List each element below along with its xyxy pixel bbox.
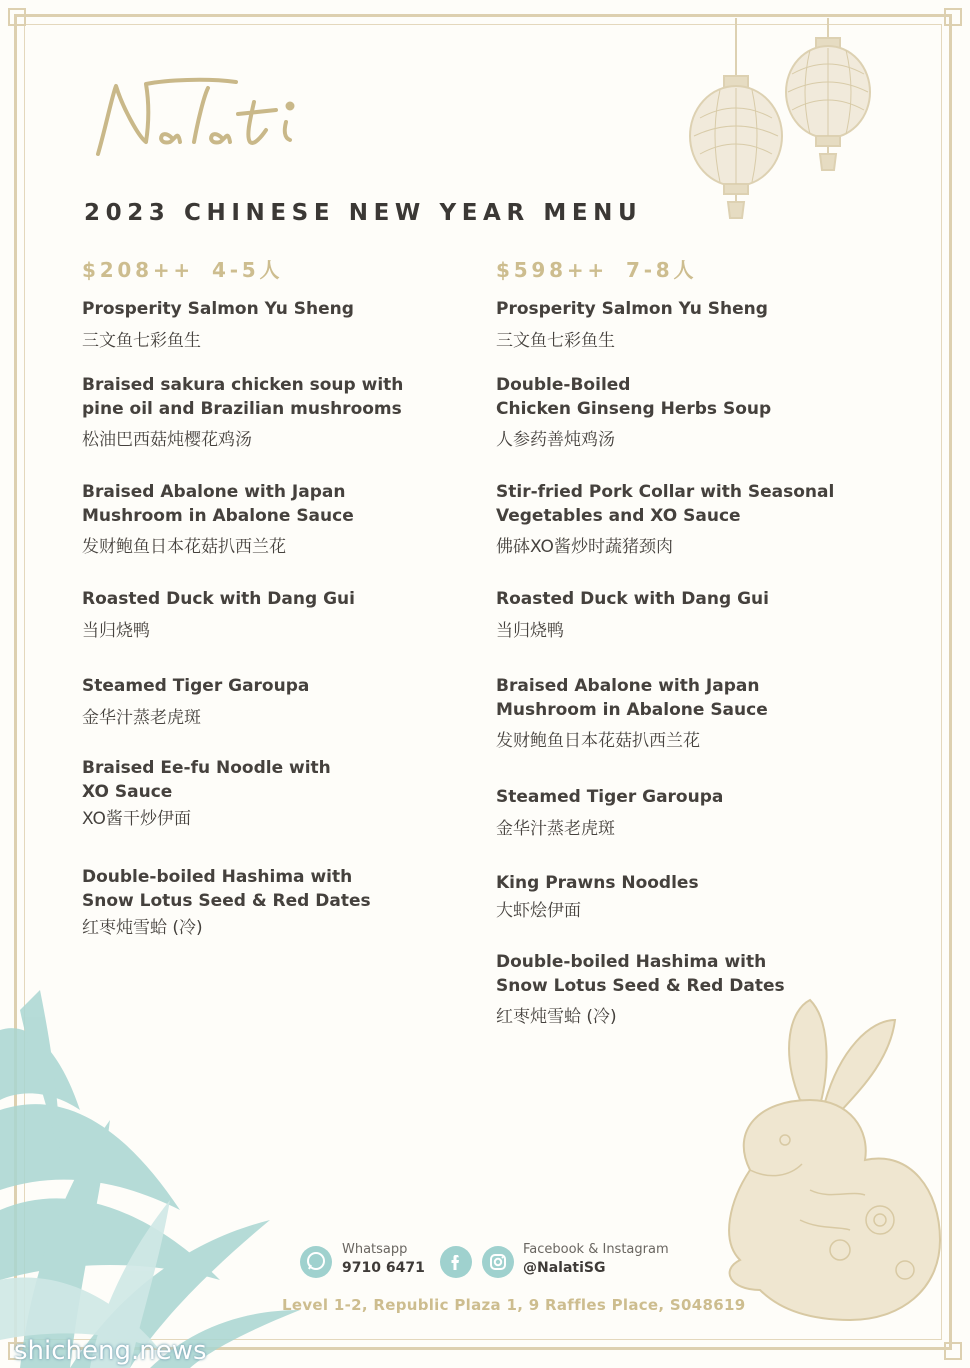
dish-name-en: Double-boiled Hashima with Snow Lotus Seed & Red Dates (496, 952, 785, 996)
dish-item (496, 481, 856, 559)
dish-name-zh: 发财鲍鱼日本花菇扒西兰花 (82, 537, 286, 557)
dish-name-en: Braised Ee-fu Noodle with XO Sauce (82, 758, 331, 802)
dish-name-en: King Prawns Noodles (496, 873, 699, 893)
set-price-header (82, 254, 442, 282)
dish-name-zh: 松油巴西菇炖樱花鸡汤 (82, 430, 252, 450)
dish-item (82, 481, 442, 559)
set-menu-208 (82, 254, 442, 938)
whatsapp-number[interactable]: 9710 6471 (342, 1260, 425, 1276)
dish-name-en: Double-Boiled Chicken Ginseng Herbs Soup (496, 375, 772, 419)
dish-name-zh: XO酱干炒伊面 (82, 809, 191, 829)
dish-name-zh: 三文鱼七彩鱼生 (82, 330, 201, 351)
dish-item (82, 757, 442, 831)
set-pax: 7-8人 (625, 258, 698, 282)
whatsapp-contact (300, 1240, 430, 1284)
set-price: $598++ (496, 258, 608, 282)
dish-name-zh: 金华汁蒸老虎斑 (82, 707, 201, 728)
dish-item (82, 298, 442, 353)
set-pax: 4-5人 (211, 258, 284, 282)
dish-item (496, 872, 856, 923)
dish-name-en: Prosperity Salmon Yu Sheng (82, 299, 354, 319)
dish-name-zh: 当归烧鸭 (82, 620, 150, 641)
social-handle[interactable]: @NalatiSG (523, 1260, 606, 1276)
dish-name-zh: 人参药善炖鸡汤 (496, 430, 615, 450)
watermark: shicheng.news (14, 1336, 207, 1366)
whatsapp-icon[interactable] (300, 1246, 332, 1278)
dish-name-en: Braised sakura chicken soup with pine oil and Brazilian mushrooms (82, 375, 404, 419)
dish-name-en: Braised Abalone with Japan Mushroom in Abalone Sauce (82, 482, 354, 526)
dish-item (82, 675, 442, 730)
dish-name-en: Roasted Duck with Dang Gui (82, 589, 355, 609)
menu-title: 2023 CHINESE NEW YEAR MENU (84, 200, 643, 226)
instagram-icon[interactable] (482, 1246, 514, 1278)
dish-item (82, 866, 442, 940)
dish-item (496, 675, 856, 753)
dish-name-en: Roasted Duck with Dang Gui (496, 589, 769, 609)
dish-item (82, 588, 442, 643)
dish-name-zh: 当归烧鸭 (496, 620, 564, 641)
dish-name-zh: 佛砵XO酱炒时蔬猪颈肉 (496, 537, 673, 557)
corner-ornament (8, 8, 26, 26)
social-label: Facebook & Instagram (523, 1242, 669, 1257)
nalati-logo (86, 76, 316, 166)
dish-name-en: Steamed Tiger Garoupa (496, 787, 724, 807)
dish-name-zh: 发财鲍鱼日本花菇扒西兰花 (496, 731, 700, 751)
dish-item (496, 786, 856, 841)
address: Level 1-2, Republic Plaza 1, 9 Raffles Place, S048619 (282, 1296, 746, 1314)
corner-ornament (944, 8, 962, 26)
dish-name-en: Steamed Tiger Garoupa (82, 676, 310, 696)
dish-item (82, 374, 442, 452)
set-price: $208++ (82, 258, 194, 282)
dish-name-zh: 三文鱼七彩鱼生 (496, 330, 615, 351)
dish-item (496, 588, 856, 643)
dish-name-en: Stir-fried Pork Collar with Seasonal Vegetables and XO Sauce (496, 482, 835, 526)
lanterns-illustration (680, 18, 880, 228)
dish-item (496, 374, 856, 452)
dish-name-zh: 金华汁蒸老虎斑 (496, 818, 615, 839)
set-menu-598 (496, 254, 856, 1027)
palm-leaves-illustration (0, 950, 310, 1368)
dish-name-zh: 红枣炖雪蛤 (冷) (496, 1007, 617, 1027)
corner-ornament (944, 1342, 962, 1360)
whatsapp-label: Whatsapp (342, 1242, 408, 1257)
dish-name-zh: 红枣炖雪蛤 (冷) (82, 918, 203, 938)
facebook-icon[interactable] (440, 1246, 472, 1278)
set-price-header (496, 254, 856, 282)
dish-name-en: Double-boiled Hashima with Snow Lotus Seed & Red Dates (82, 867, 371, 911)
dish-name-en: Prosperity Salmon Yu Sheng (496, 299, 768, 319)
dish-name-en: Braised Abalone with Japan Mushroom in Abalone Sauce (496, 676, 768, 720)
dish-name-zh: 大虾烩伊面 (496, 900, 581, 921)
social-contact (440, 1240, 680, 1284)
dish-item (496, 298, 856, 353)
rabbit-illustration (690, 990, 950, 1330)
